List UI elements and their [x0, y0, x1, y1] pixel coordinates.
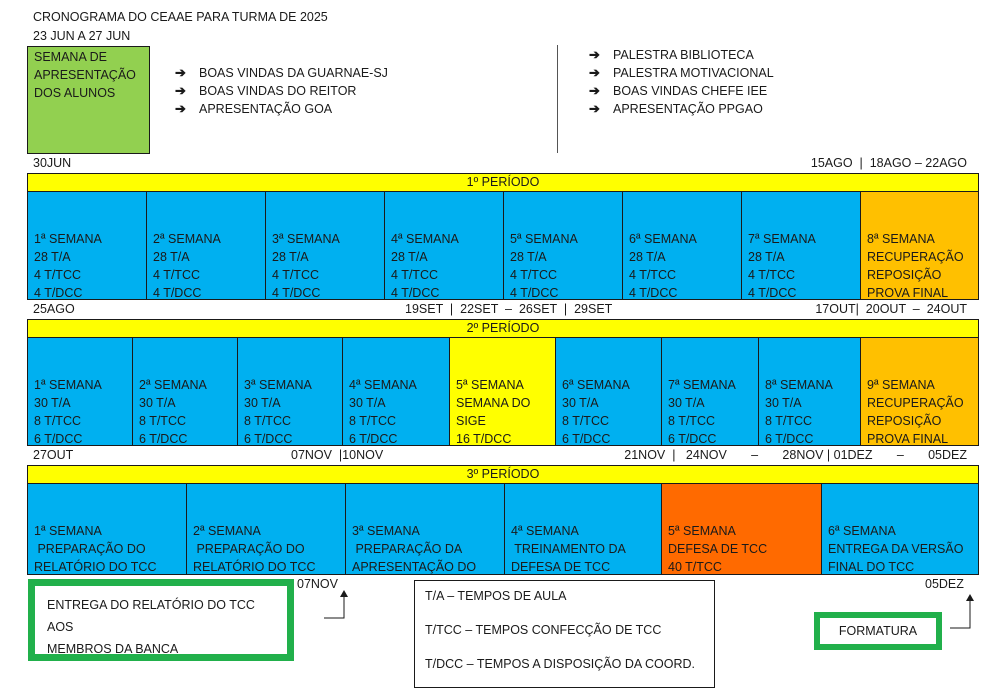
p1-week-3: 3ª SEMANA 28 T/A 4 T/TCC 4 T/DCC: [266, 192, 385, 299]
p3-week-3: 3ª SEMANA PREPARAÇÃO DA APRESENTAÇÃO DO: [346, 484, 505, 574]
p1-week-4: 4ª SEMANA 28 T/A 4 T/TCC 4 T/DCC: [385, 192, 504, 299]
p2-date-left: 25AGO: [33, 302, 75, 316]
relatorio-delivery-box: [28, 579, 294, 661]
p1-week-5: 5ª SEMANA 28 T/A 4 T/TCC 4 T/DCC: [504, 192, 623, 299]
arrow-up-icon: [946, 592, 986, 632]
p3-week-1: 1ª SEMANA PREPARAÇÃO DO RELATÓRIO DO TCC: [28, 484, 187, 574]
p2-week-8: 8ª SEMANA 30 T/A 8 T/TCC 6 T/DCC: [759, 338, 861, 445]
p2-week-4: 4ª SEMANA 30 T/A 8 T/TCC 6 T/DCC: [343, 338, 450, 445]
p1-week-1: 1ª SEMANA 28 T/A 4 T/TCC 4 T/DCC: [28, 192, 147, 299]
arrow-right-icon: ➔: [589, 47, 600, 62]
p1-week-8-recuperacao: 8ª SEMANA RECUPERAÇÃO REPOSIÇÃO PROVA FINAL: [861, 192, 978, 299]
formatura-box: [814, 612, 942, 650]
p3-week-5-defesa: 5ª SEMANA DEFESA DE TCC 40 T/TCC: [662, 484, 822, 574]
legend-ttcc: T/TCC – TEMPOS CONFECÇÃO DE TCC: [425, 623, 662, 637]
p3-week-6: 6ª SEMANA ENTREGA DA VERSÃO FINAL DO TCC: [822, 484, 978, 574]
date-05dez: 05DEZ: [925, 577, 964, 591]
list-item: ➔ BOAS VINDAS DO REITOR: [175, 83, 357, 98]
arrow-right-icon: ➔: [175, 101, 186, 116]
p2-week-3: 3ª SEMANA 30 T/A 8 T/TCC 6 T/DCC: [238, 338, 343, 445]
p2-week-9-recuperacao: 9ª SEMANA RECUPERAÇÃO REPOSIÇÃO PROVA FINAL: [861, 338, 978, 445]
arrow-right-icon: ➔: [589, 83, 600, 98]
p3-date-left: 27OUT: [33, 448, 74, 462]
p3-week-4: 4ª SEMANA TREINAMENTO DA DEFESA DE TCC: [505, 484, 662, 574]
p1-date-right: 15AGO | 18AGO – 22AGO: [810, 156, 967, 170]
p2-week-2: 2ª SEMANA 30 T/A 8 T/TCC 6 T/DCC: [133, 338, 238, 445]
p3-weeks-row: [27, 483, 979, 575]
list-item: ➔ BOAS VINDAS DA GUARNAE-SJ: [175, 65, 388, 80]
p3-header: 3º PERÍODO: [27, 465, 979, 484]
intro-date-range: 23 JUN A 27 JUN: [33, 29, 131, 43]
arrow-right-icon: ➔: [175, 83, 186, 98]
p1-header: 1º PERÍODO: [27, 173, 979, 192]
p3-date-mid2: 21NOV | 24NOV – 28NOV | 01DEZ – 05DEZ: [624, 448, 967, 462]
relatorio-line: ENTREGA DO RELATÓRIO DO TCC AOS: [47, 598, 255, 634]
list-item: ➔ BOAS VINDAS CHEFE IEE: [589, 83, 768, 98]
intro-right-list: [589, 46, 774, 118]
arrow-right-icon: ➔: [589, 65, 600, 80]
legend-ta: T/A – TEMPOS DE AULA: [425, 589, 567, 603]
arrow-right-icon: ➔: [175, 65, 186, 80]
date-07nov: 07NOV: [297, 577, 338, 591]
p3-week-2: 2ª SEMANA PREPARAÇÃO DO RELATÓRIO DO TCC: [187, 484, 346, 574]
green-box-line: DOS ALUNOS: [34, 86, 116, 100]
p2-week-1: 1ª SEMANA 30 T/A 8 T/TCC 6 T/DCC: [28, 338, 133, 445]
p2-week-5-sige: 5ª SEMANA SEMANA DO SIGE 16 T/DCC: [450, 338, 556, 445]
green-box-line: APRESENTAÇÃO: [34, 68, 136, 82]
arrow-right-icon: ➔: [589, 101, 600, 116]
p1-week-2: 2ª SEMANA 28 T/A 4 T/TCC 4 T/DCC: [147, 192, 266, 299]
p1-week-7: 7ª SEMANA 28 T/A 4 T/TCC 4 T/DCC: [742, 192, 861, 299]
p2-weeks-row: [27, 337, 979, 446]
relatorio-line: MEMBROS DA BANCA: [47, 642, 179, 656]
legend-tdcc: T/DCC – TEMPOS A DISPOSIÇÃO DA COORD.: [425, 657, 695, 671]
p1-date-left: 30JUN: [33, 156, 72, 170]
p1-weeks-row: [27, 191, 979, 300]
page-title: CRONOGRAMA DO CEAAE PARA TURMA DE 2025: [33, 10, 328, 24]
p1-week-6: 6ª SEMANA 28 T/A 4 T/TCC 4 T/DCC: [623, 192, 742, 299]
legend-box: [414, 580, 715, 688]
list-item: ➔ PALESTRA MOTIVACIONAL: [589, 65, 774, 80]
p2-header: 2º PERÍODO: [27, 319, 979, 338]
arrow-up-icon: [320, 588, 360, 622]
p3-date-mid1: 07NOV |10NOV: [291, 448, 384, 462]
intro-left-list: [175, 64, 388, 118]
green-box-line: SEMANA DE: [34, 50, 107, 64]
intro-green-box: [27, 46, 150, 154]
p2-week-6: 6ª SEMANA 30 T/A 8 T/TCC 6 T/DCC: [556, 338, 662, 445]
p2-date-mid: 19SET | 22SET – 26SET | 29SET: [405, 302, 613, 316]
formatura-label: FORMATURA: [838, 624, 918, 638]
list-item: ➔ APRESENTAÇÃO GOA: [175, 101, 333, 116]
intro-divider: [557, 45, 558, 153]
p2-week-7: 7ª SEMANA 30 T/A 8 T/TCC 6 T/DCC: [662, 338, 759, 445]
list-item: ➔ PALESTRA BIBLIOTECA: [589, 47, 754, 62]
p2-date-right: 17OUT| 20OUT – 24OUT: [815, 302, 967, 316]
list-item: ➔ APRESENTAÇÃO PPGAO: [589, 101, 763, 116]
